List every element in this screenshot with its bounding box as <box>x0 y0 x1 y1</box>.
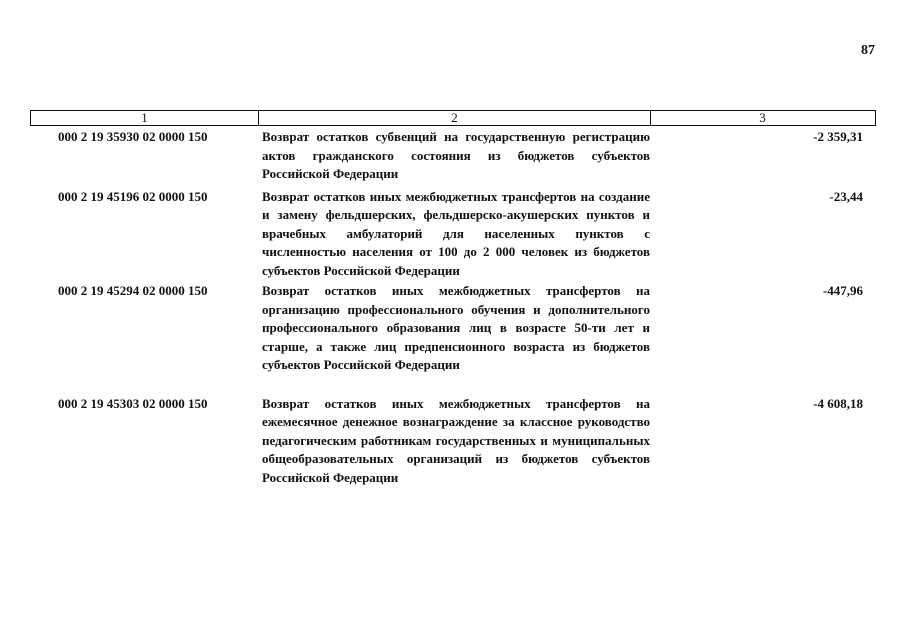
budget-description: Возврат остатков субвенций на государственную регистрацию актов гражданского состояния из бюджетов субъектов Российской Федерации <box>262 129 650 181</box>
table-header-row <box>30 110 876 126</box>
header-column-2: 2 <box>259 111 651 125</box>
page-number: 87 <box>861 43 875 58</box>
budget-code: 000 2 19 35930 02 0000 150 <box>58 129 208 144</box>
budget-description: Возврат остатков иных межбюджетных трансфертов на ежемесячное денежное вознаграждение за классное руководство педагогическим работникам государственных и муниципальных общеобразовательных организаций из бюджетов субъектов Российской Федерации <box>262 395 650 485</box>
table-row <box>30 188 876 281</box>
budget-code: 000 2 19 45196 02 0000 150 <box>58 188 208 204</box>
budget-table <box>30 110 876 487</box>
budget-amount: -23,44 <box>829 188 863 204</box>
header-column-1: 1 <box>31 111 259 125</box>
budget-description: Возврат остатков иных межбюджетных трансфертов на создание и замену фельдшерских, фельдшерско-акушерских пунктов и врачебных амбулаторий для населенных пунктов с численностью населения от 100 до 2 000 человек из бюджетов субъектов Российской Федерации <box>262 188 650 278</box>
table-row <box>30 282 876 375</box>
table-row <box>30 128 876 184</box>
budget-code: 000 2 19 45294 02 0000 150 <box>58 283 208 298</box>
budget-amount: -447,96 <box>822 283 863 298</box>
budget-code: 000 2 19 45303 02 0000 150 <box>58 395 208 411</box>
budget-amount: -4 608,18 <box>813 395 863 411</box>
budget-amount: -2 359,31 <box>813 129 863 144</box>
table-row <box>30 395 876 488</box>
budget-description: Возврат остатков иных межбюджетных трансфертов на организацию профессионального обучения и дополнительного профессионального образования лиц в возрасте 50-ти лет и старше, а также лиц предпенсионного возраста из бюджетов субъектов Российской Федерации <box>262 283 650 372</box>
header-column-3: 3 <box>759 110 766 125</box>
